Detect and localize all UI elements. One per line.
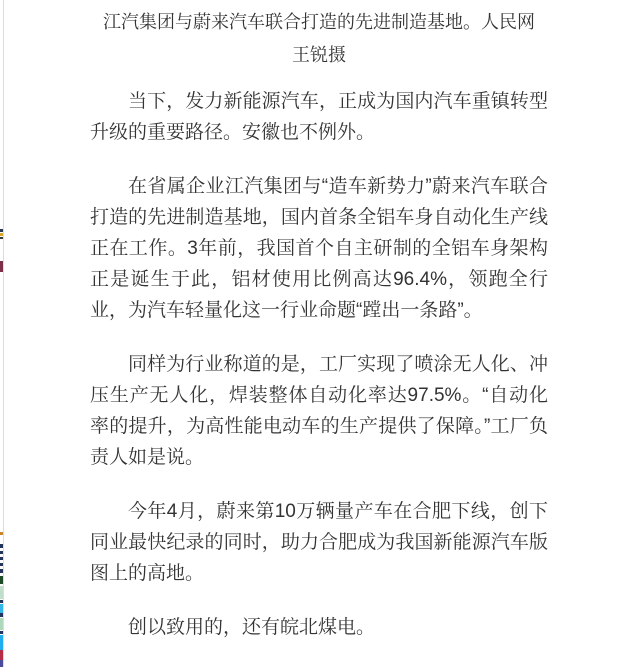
article-paragraph: 在省属企业江汽集团与“造车新势力”蔚来汽车联合打造的先进制造基地，国内首条全铝车身自动化生产线正在工作。3年前，我国首个自主研制的全铝车身架构正是诞生于此，铝材使用比例高达96.4%，领跑全行业，为汽车轻量化这一行业命题“蹚出一条路”。 bbox=[90, 176, 548, 321]
article-paragraph: 创以致用的，还有皖北煤电。 bbox=[128, 617, 376, 638]
article-paragraph: 今年4月，蔚来第10万辆量产车在合肥下线，创下同业最快纪录的同时，助力合肥成为我国新能源汽车版图上的高地。 bbox=[90, 501, 548, 584]
article-body bbox=[90, 0, 548, 643]
left-vertical-rule bbox=[3, 0, 4, 667]
article-paragraphs bbox=[90, 86, 548, 643]
photo-caption: 江汽集团与蔚来汽车联合打造的先进制造基地。人民网 王锐摄 bbox=[103, 12, 535, 65]
article-paragraph: 当下，发力新能源汽车，正成为国内汽车重镇转型升级的重要路径。安徽也不例外。 bbox=[90, 91, 548, 143]
article-paragraph: 同样为行业称道的是，工厂实现了喷涂无人化、冲压生产无人化，焊装整体自动化率达97.5%。“自动化率的提升，为高性能电动车的生产提供了保障。”工厂负责人如是说。 bbox=[90, 354, 548, 468]
